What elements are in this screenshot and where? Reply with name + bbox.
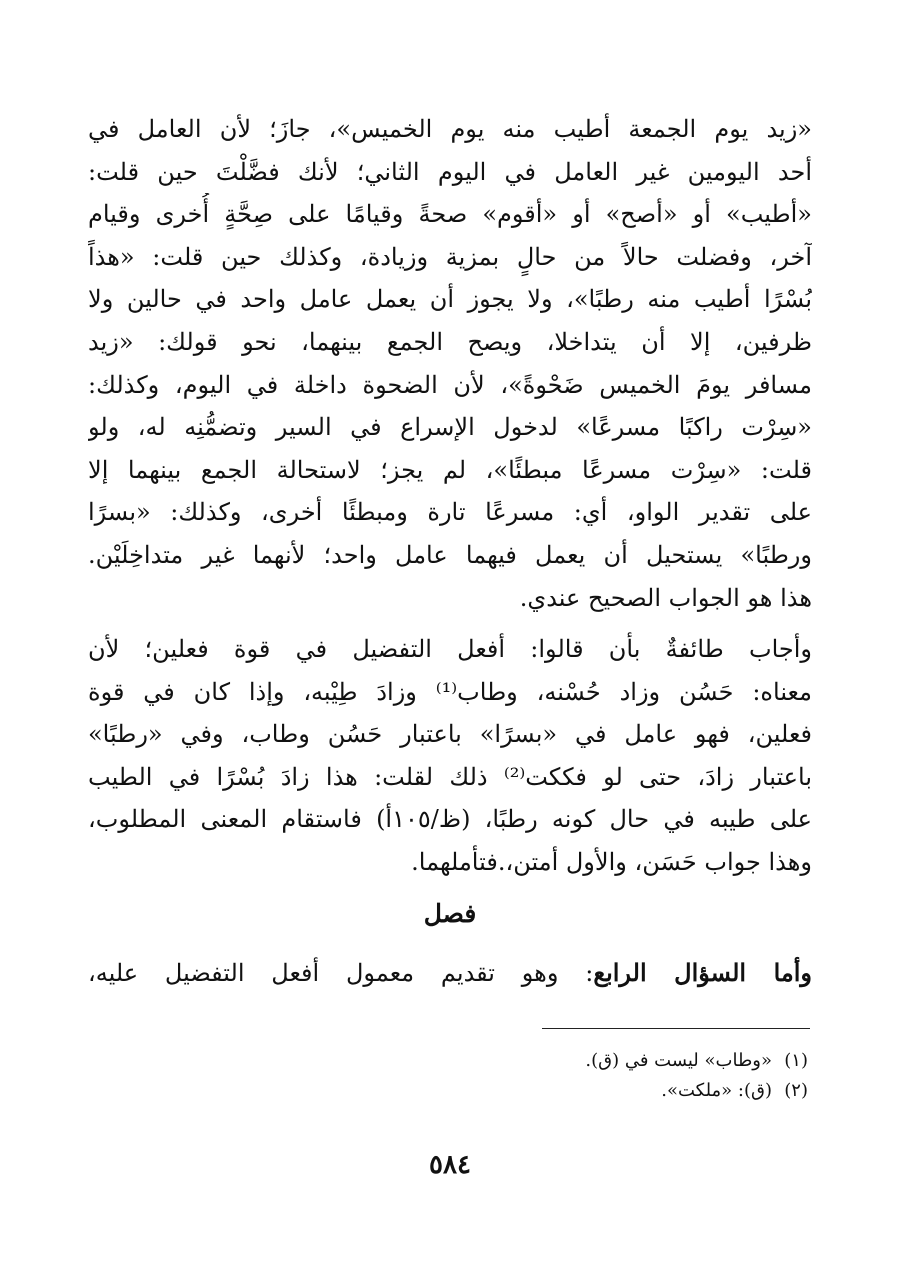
footnote-number: (٢) — [784, 1080, 808, 1101]
text-line: على طيبه في حال كونه رطبًا، (ظ/١٠٥أ) فاستقام المعنى المطلوب، — [88, 805, 812, 834]
text-line: بُسْرًا أطيب منه رطبًا»، ولا يجوز أن يعمل عامل واحد في حالين ولا — [88, 285, 812, 314]
section-heading: فصل — [423, 899, 477, 928]
footnote-text: «وطاب» ليست في (ق). — [585, 1050, 772, 1071]
footnote-divider — [542, 1028, 810, 1029]
text-line: «سِرْت راكبًا مسرعًا» لدخول الإسراع في السير وتضمُّنِه له، ولو — [88, 413, 812, 442]
footnotes — [308, 1046, 808, 1106]
text-line: باعتبار زادَ، حتى لو فككت⁽²⁾ ذلك لقلت: هذا زادَ بُسْرًا في الطيب — [88, 762, 812, 791]
text-line: وأجاب طائفةٌ بأن قالوا: أفعل التفضيل في قوة فعلين؛ لأن — [88, 635, 812, 663]
text-line: هذا هو الجواب الصحيح عندي. — [519, 583, 812, 612]
text-line — [88, 952, 812, 995]
paragraph-3 — [88, 952, 812, 995]
question-lead: وأما السؤال الرابع — [593, 958, 812, 987]
text-line: «زيد يوم الجمعة أطيب منه يوم الخميس»، جازَ؛ لأن العامل في — [88, 115, 812, 143]
text-line: أحد اليومين غير العامل في اليوم الثاني؛ لأنك فضَّلْتَ حين قلت: — [88, 157, 812, 186]
text-line: ورطبًا» يستحيل أن يعمل فيهما عامل واحد؛ لأنهما غير متداخِلَيْن. — [88, 540, 812, 569]
text-line: «أطيب» أو «أصح» أو «أقوم» صحةً وقيامًا على صِحَّةٍ أُخرى وقيام — [88, 200, 812, 229]
text-line: فعلين، فهو عامل في «بسرًا» باعتبار حَسُن وطاب، وفي «رطبًا» — [88, 720, 812, 749]
question-text: : وهو تقديم معمول أفعل التفضيل عليه، — [88, 959, 594, 987]
footnote-number: (١) — [784, 1050, 808, 1071]
text-line: مسافر يومَ الخميس ضَحْوةً»، لأن الضحوة داخلة في اليوم، وكذلك: — [88, 370, 812, 399]
footnote-text: (ق): «ملكت». — [661, 1080, 772, 1101]
text-line: على تقدير الواو، أي: مسرعًا تارة ومبطئًا أخرى، وكذلك: «بسرًا — [88, 498, 812, 527]
text-line: آخر، وفضلت حالاً من حالٍ بمزية وزيادة، وكذلك حين قلت: «هذاً — [88, 242, 812, 271]
text-line: قلت: «سِرْت مسرعًا مبطئًا»، لم يجز؛ لاستحالة الجمع بينهما إلا — [88, 455, 812, 484]
paragraph-1 — [88, 108, 812, 619]
footnote-item — [308, 1046, 808, 1076]
text-line: معناه: حَسُن وزاد حُسْنه، وطاب⁽¹⁾ وزادَ طِيْبه، وإذا كان في قوة — [88, 677, 812, 706]
page-number: ٥٨٤ — [429, 1150, 471, 1180]
paragraph-2 — [88, 628, 812, 884]
text-line: ظرفين، إلا أن يتداخلا، ويصح الجمع بينهما، نحو قولك: «زيد — [88, 327, 812, 356]
footnote-item — [308, 1076, 808, 1106]
text-line: وهذا جواب حَسَن، والأول أمتن،.فتأملهما. — [411, 847, 812, 876]
